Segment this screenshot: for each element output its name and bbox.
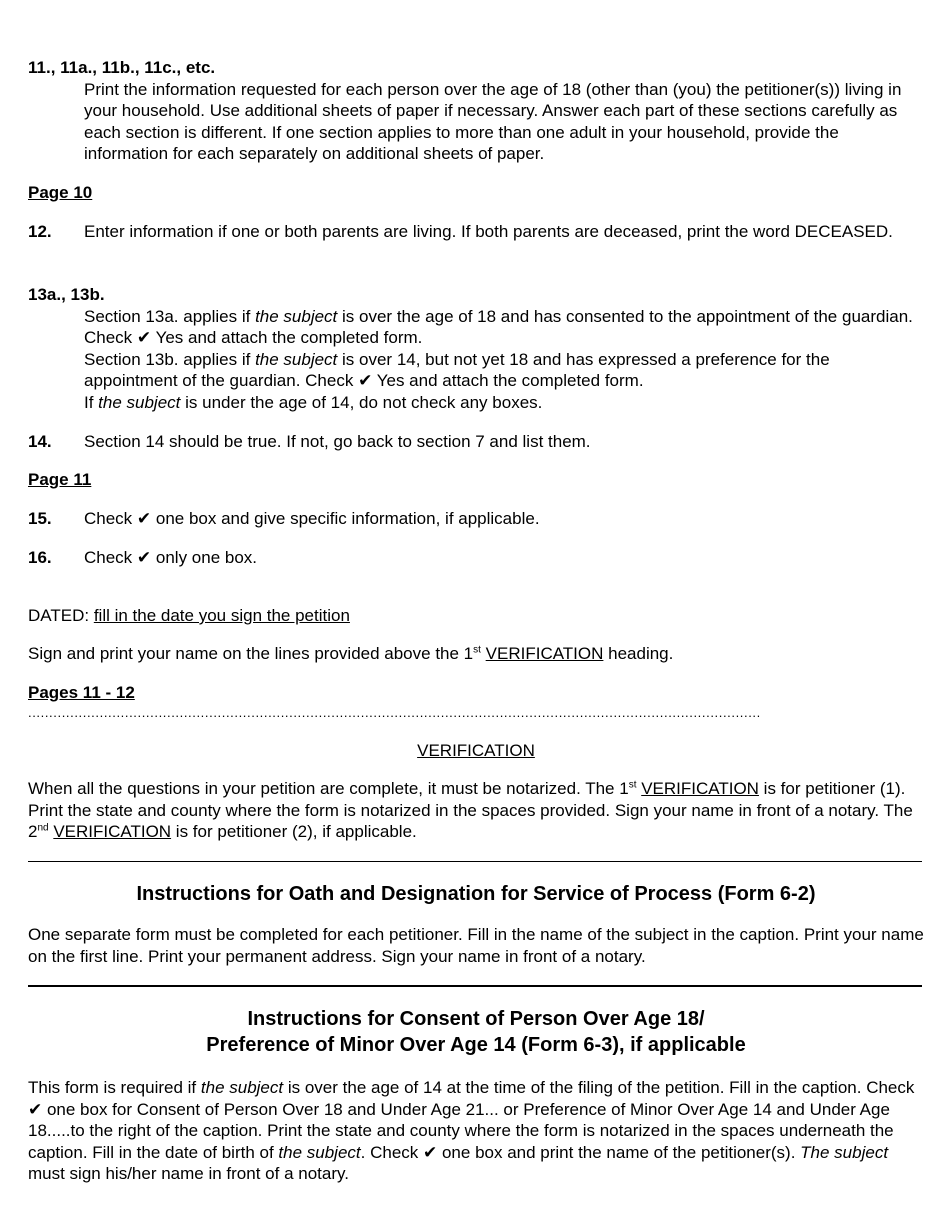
- pages-11-12-heading: Pages 11 - 12: [28, 683, 135, 702]
- section-11-label: 11., 11a., 11b., 11c., etc.: [28, 58, 216, 77]
- section-13b-text: Section 13b. applies if the subject is over 14, but not yet 18 and has expressed a preference for the appointment of the guardian. Check ✔ Yes and attach the completed form.: [84, 349, 830, 390]
- section-11: [28, 57, 924, 165]
- section-16-label: 16.: [28, 548, 52, 567]
- dated-line: DATED: fill in the date you sign the petition: [28, 606, 350, 625]
- consent-heading: Instructions for Consent of Person Over Age 18/ Preference of Minor Over Age 14 (Form 6-3), if applicable: [206, 1008, 746, 1056]
- section-14-text: Section 14 should be true. If not, go back to section 7 and list them.: [84, 432, 591, 451]
- section-16-text: Check ✔ only one box.: [84, 548, 258, 567]
- page-11-heading: Page 11: [28, 470, 92, 489]
- section-11-text: Print the information requested for each person over the age of 18 (other than (you) the petitioner(s)) living in your household. Use additional sheets of paper if necessary. Answer each part of these sections carefully as each section is different. If one section applies to more than one adult in your household, provide the information for each separately on additional sheets of paper.: [84, 79, 902, 163]
- section-divider: [28, 861, 922, 862]
- section-16: [28, 547, 924, 569]
- section-15-text: Check ✔ one box and give specific information, if applicable.: [84, 509, 540, 528]
- section-14-label: 14.: [28, 432, 52, 451]
- page-10-heading: Page 10: [28, 183, 93, 202]
- section-12-label: 12.: [28, 222, 52, 241]
- verification-heading: VERIFICATION: [417, 741, 535, 760]
- oath-text: One separate form must be completed for each petitioner. Fill in the name of the subject in the caption. Print your name on the first line. Print your permanent address. Sign your name in front of a notary.: [28, 925, 924, 966]
- section-13-label: 13a., 13b.: [28, 285, 105, 304]
- oath-heading: Instructions for Oath and Designation for Service of Process (Form 6-2): [136, 883, 816, 905]
- section-13: [28, 284, 924, 413]
- section-12-text: Enter information if one or both parents are living. If both parents are deceased, print the word DECEASED.: [84, 222, 893, 241]
- consent-text: This form is required if the subject is over the age of 14 at the time of the filing of the petition. Fill in the caption. Check ✔ one box for Consent of Person Over 18 and Under Age 21... or Preference of Minor Over Age 14 and Under Age 18.....to the right of the caption. Print the state and county where the form is notarized in the spaces underneath the caption. Fill in the date of birth of the subject. Check ✔ one box and print the name of the petitioner(s). The subject must sign his/her name in front of a notary.: [28, 1078, 915, 1183]
- section-13a-text: Section 13a. applies if the subject is over the age of 18 and has consented to the appointment of the guardian. Check ✔ Yes and attach the completed form.: [84, 306, 913, 347]
- section-divider: [28, 985, 922, 987]
- section-14: [28, 431, 924, 453]
- sign-instruction: Sign and print your name on the lines provided above the 1st VERIFICATION heading.: [28, 644, 674, 663]
- section-15: [28, 508, 924, 530]
- section-12: [28, 221, 924, 243]
- section-13-under-14-text: If the subject is under the age of 14, do not check any boxes.: [84, 392, 543, 412]
- verification-text: When all the questions in your petition are complete, it must be notarized. The 1st VERIFICATION is for petitioner (1). Print the state and county where the form is notarized in the spaces provided. Sign your name in front of a notary. The 2nd VERIFICATION is for petitioner (2), if applicable.: [28, 779, 913, 841]
- section-15-label: 15.: [28, 509, 52, 528]
- dotted-separator: ..............................................................................................................................................................................: [28, 706, 761, 720]
